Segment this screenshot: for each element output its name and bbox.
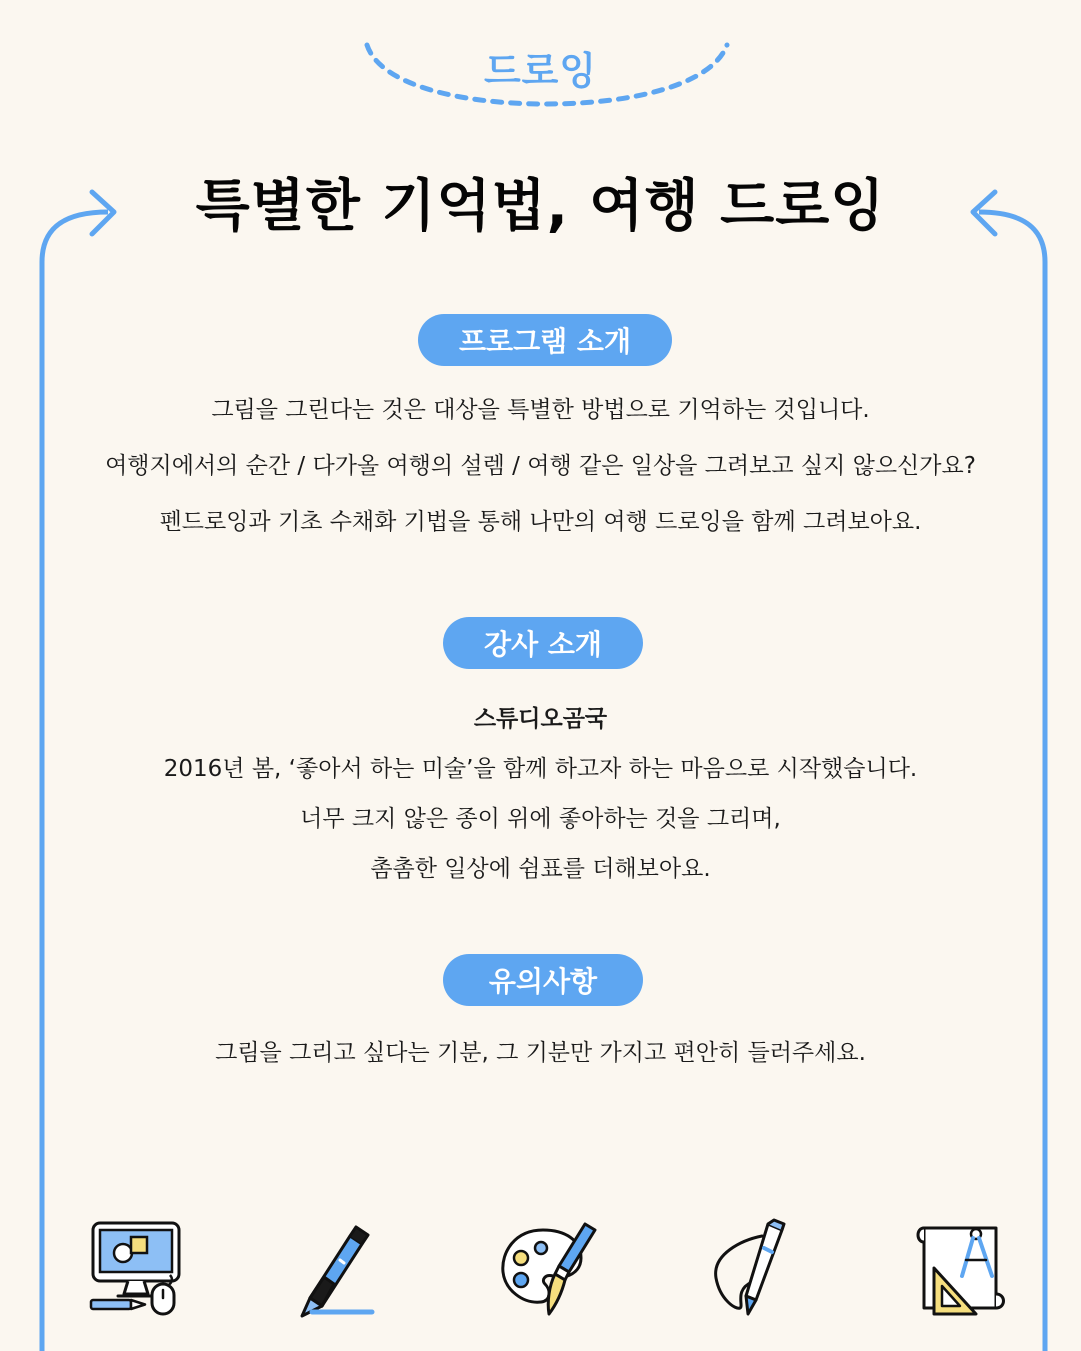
program-line: 그림을 그린다는 것은 대상을 특별한 방법으로 기억하는 것입니다. [211,397,870,423]
computer-drawing-icon [88,1220,188,1320]
digital-pen-icon [290,1222,386,1322]
page-title: 특별한 기억법, 여행 드로잉 [195,174,886,239]
instructor-line: 2016년 봄, ‘좋아서 하는 미술’을 함께 하고자 하는 마음으로 시작했습니다. [163,756,918,782]
instructor-line: 촘촘한 일상에 쉼표를 더해보아요. [370,856,711,882]
section-label-notice: 유의사항 [443,954,643,1006]
program-description [0,382,1081,550]
section-label-program: 프로그램 소개 [418,314,672,366]
stylus-pen-icon [706,1218,796,1322]
program-line: 여행지에서의 순간 / 다가올 여행의 설렘 / 여행 같은 일상을 그려보고 싶지 않으신가요? [105,453,976,479]
palette-brush-icon [495,1218,605,1322]
instructor-line: 너무 크지 않은 종이 위에 좋아하는 것을 그리며, [300,806,781,832]
category-label: 드로잉 [483,49,598,93]
notice-line: 그림을 그리고 싶다는 기분, 그 기분만 가지고 편안히 들러주세요. [215,1040,866,1066]
notice-description [0,1025,1081,1081]
drafting-tools-icon [914,1220,1010,1320]
section-label-instructor: 강사 소개 [443,617,643,669]
instructor-name: 스튜디오곰국 [473,706,608,732]
program-line: 펜드로잉과 기초 수채화 기법을 통해 나만의 여행 드로잉을 함께 그려보아요. [159,509,922,535]
instructor-description [0,694,1081,894]
